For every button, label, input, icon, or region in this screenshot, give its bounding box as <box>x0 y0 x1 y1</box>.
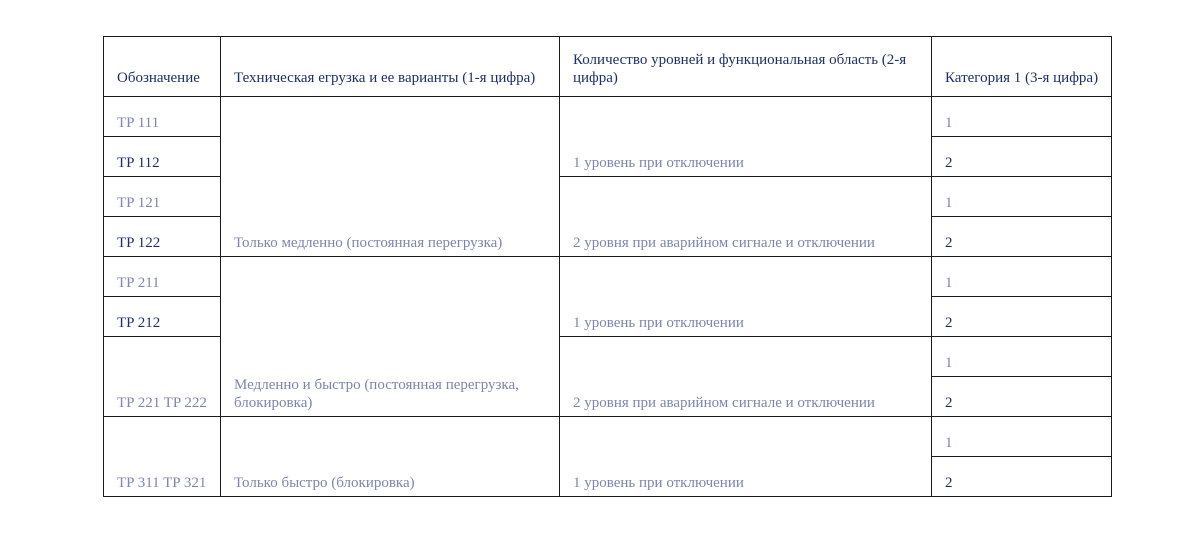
category-cell: 1 <box>932 417 1112 457</box>
levels-cell: 1 уровень при отключении <box>560 97 932 177</box>
levels-cell: 1 уровень при отключении <box>560 417 932 497</box>
category-cell: 1 <box>932 337 1112 377</box>
category-cell: 1 <box>932 97 1112 137</box>
category-cell: 2 <box>932 457 1112 497</box>
category-cell: 1 <box>932 177 1112 217</box>
table-row <box>104 257 1112 297</box>
header-row <box>104 37 1112 97</box>
designation-cell: TP 112 <box>104 137 221 177</box>
levels-cell: 1 уровень при отключении <box>560 257 932 337</box>
tech-load-cell: Только быстро (блокировка) <box>221 417 560 497</box>
tech-load-cell: Медленно и быстро (постоянная перегрузка, блокировка) <box>221 257 560 417</box>
category-cell: 2 <box>932 217 1112 257</box>
header-designation: Обозначение <box>104 37 221 97</box>
designation-cell: TP 111 <box>104 97 221 137</box>
category-cell: 2 <box>932 137 1112 177</box>
header-category: Категория 1 (3-я цифра) <box>932 37 1112 97</box>
table-row <box>104 417 1112 457</box>
classification-table <box>103 36 1112 497</box>
header-levels: Количество уровней и функциональная область (2-я цифра) <box>560 37 932 97</box>
designation-cell: TP 212 <box>104 297 221 337</box>
table-row <box>104 97 1112 137</box>
designation-cell: TP 221 TP 222 <box>104 337 221 417</box>
designation-cell: TP 121 <box>104 177 221 217</box>
levels-cell: 2 уровня при аварийном сигнале и отключении <box>560 177 932 257</box>
header-tech-load: Техническая егрузка и ее варианты (1-я цифра) <box>221 37 560 97</box>
category-cell: 2 <box>932 377 1112 417</box>
tech-load-cell: Только медленно (постоянная перегрузка) <box>221 97 560 257</box>
levels-cell: 2 уровня при аварийном сигнале и отключении <box>560 337 932 417</box>
designation-cell: TP 122 <box>104 217 221 257</box>
category-cell: 2 <box>932 297 1112 337</box>
designation-cell: TP 311 TP 321 <box>104 417 221 497</box>
category-cell: 1 <box>932 257 1112 297</box>
designation-cell: TP 211 <box>104 257 221 297</box>
